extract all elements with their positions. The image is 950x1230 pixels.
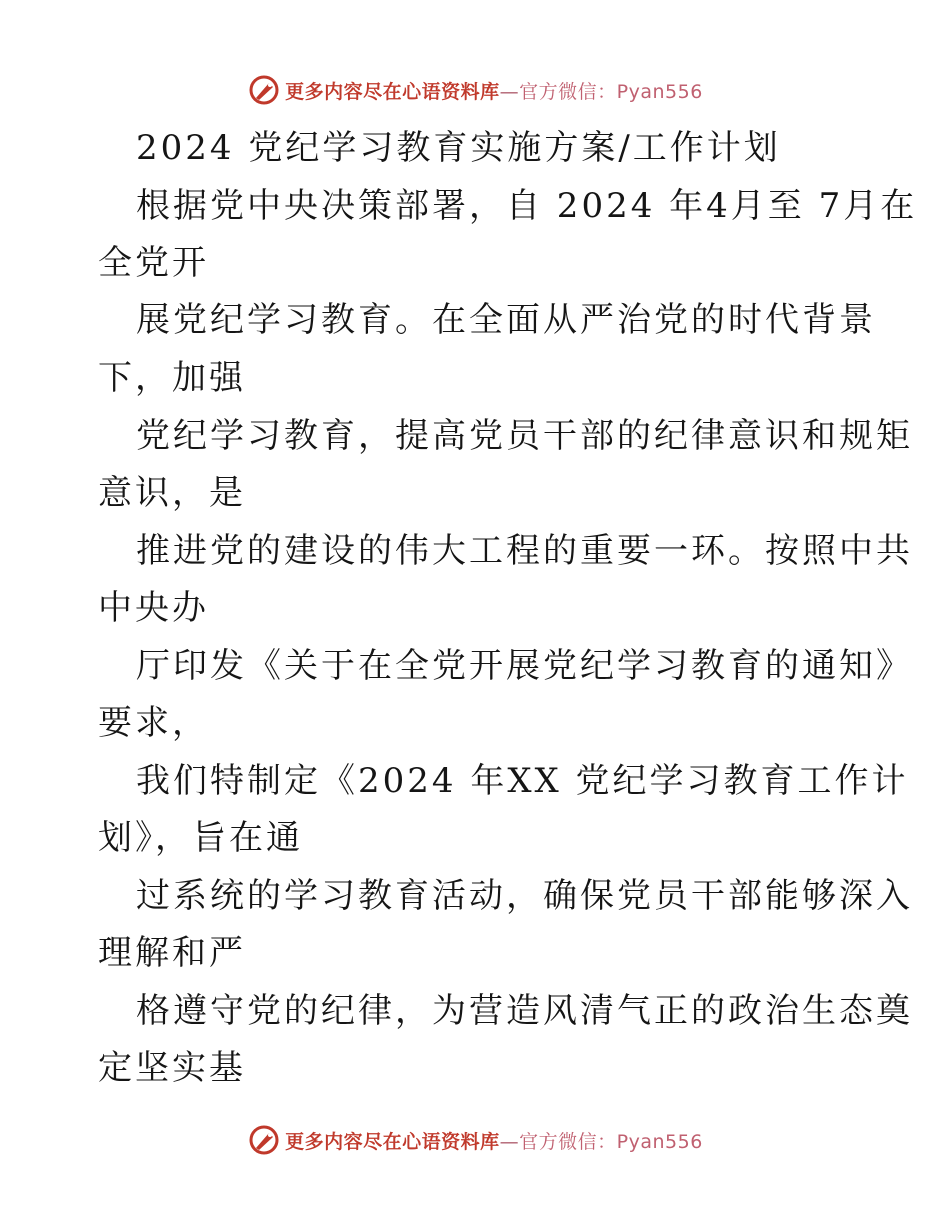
paragraph-line: 理解和严 xyxy=(98,933,246,973)
pen-nib-circle-icon xyxy=(247,1123,281,1157)
watermark-dash: — xyxy=(499,80,520,103)
paragraph-line: 推进党的建设的伟大工程的重要一环。按照中共 xyxy=(136,531,913,571)
paragraph-line: 过系统的学习教育活动，确保党员干部能够深入 xyxy=(136,876,913,916)
paragraph-line: 我们特制定《2024 年XX 党纪学习教育工作计 xyxy=(136,761,909,801)
paragraph-line: 中央办 xyxy=(98,588,209,628)
paragraph-line: 厅印发《关于在全党开展党纪学习教育的通知》 xyxy=(136,646,913,686)
paragraph-line: 全党开 xyxy=(98,243,209,283)
watermark-text xyxy=(285,1127,703,1154)
watermark-brand: 更多内容尽在心语资料库 xyxy=(285,1130,500,1153)
paragraph-line: 党纪学习教育，提高党员干部的纪律意识和规矩 xyxy=(136,416,913,456)
paragraph-line: 根据党中央决策部署，自 2024 年4月至 7月在 xyxy=(136,186,918,226)
watermark-footer xyxy=(0,1120,950,1160)
paragraph-line: 意识，是 xyxy=(98,473,246,513)
watermark-wechat: 官方微信：Pyan556 xyxy=(519,80,703,103)
paragraph-line: 划》，旨在通 xyxy=(98,818,303,858)
watermark-text xyxy=(285,77,703,104)
paragraph-line: 展党纪学习教育。在全面从严治党的时代背景 xyxy=(136,300,876,340)
paragraph-line: 要求， xyxy=(98,703,209,743)
pen-nib-circle-icon xyxy=(247,73,281,107)
watermark-brand: 更多内容尽在心语资料库 xyxy=(285,80,500,103)
watermark-dash: — xyxy=(499,1130,520,1153)
watermark-wechat: 官方微信：Pyan556 xyxy=(519,1130,703,1153)
watermark-header xyxy=(0,70,950,110)
paragraph-line: 格遵守党的纪律，为营造风清气正的政治生态奠 xyxy=(136,991,913,1031)
document-title: 2024 党纪学习教育实施方案/工作计划 xyxy=(136,128,781,168)
paragraph-line: 定坚实基 xyxy=(98,1048,246,1088)
paragraph-line: 下，加强 xyxy=(98,358,246,398)
